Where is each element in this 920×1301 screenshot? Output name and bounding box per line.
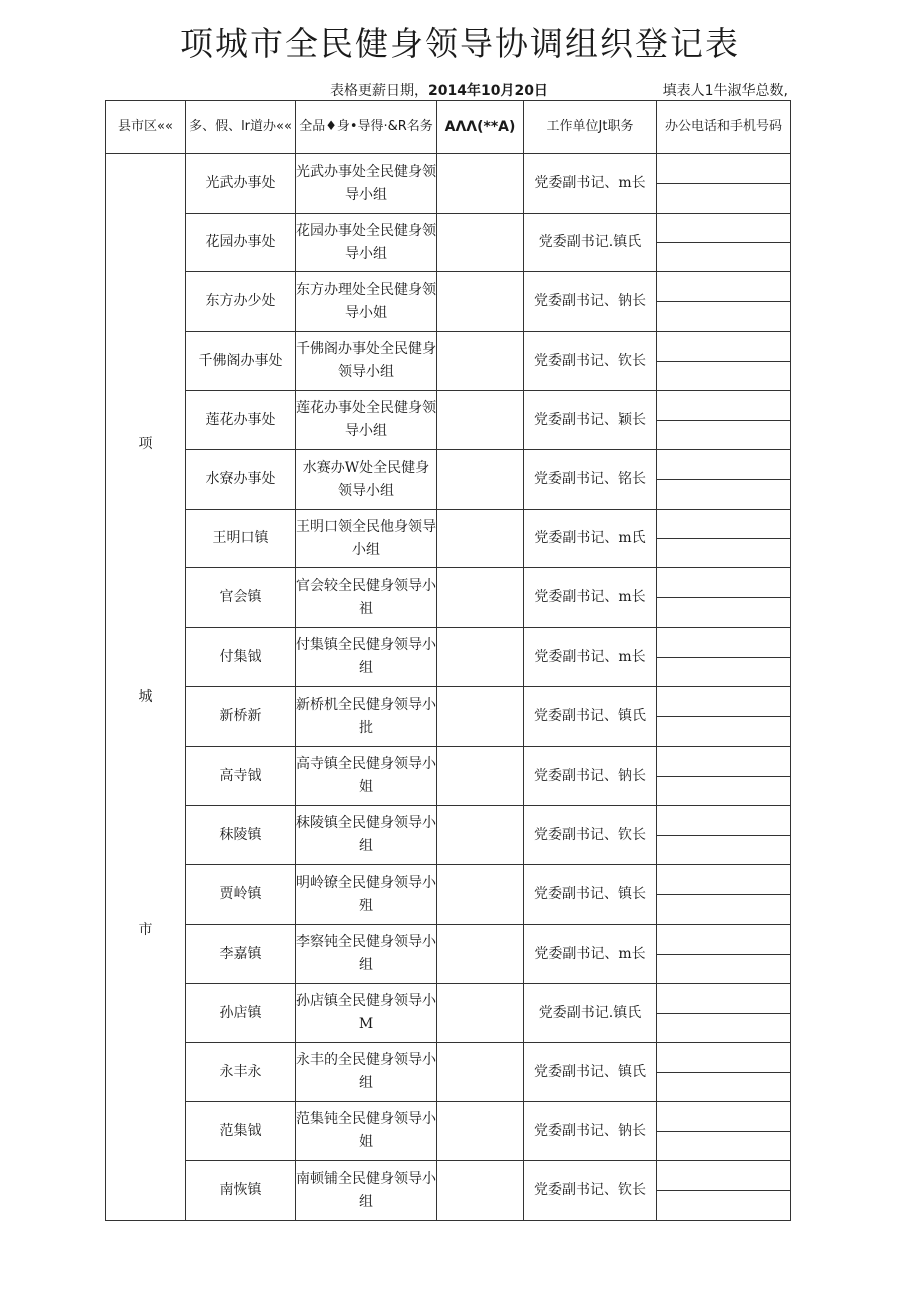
table-row (106, 1161, 791, 1221)
phone-cell (657, 865, 791, 925)
unit-position-cell: 党委副书记.镇氏 (524, 214, 657, 272)
office-phone-slot (657, 984, 790, 1014)
office-phone-slot (657, 1161, 790, 1191)
mobile-phone-slot (657, 1073, 790, 1102)
township-cell: 光武办事处 (186, 154, 296, 214)
township-cell: 永丰永 (186, 1043, 296, 1102)
office-phone-slot (657, 925, 790, 955)
mobile-phone-slot (657, 539, 790, 567)
group-name-cell: 水赛办W处全民健身领导小组 (296, 450, 437, 510)
mobile-phone-slot (657, 184, 790, 213)
table-row (106, 865, 791, 925)
group-name-cell: 范集钝全民健身领导小姐 (296, 1102, 437, 1161)
leader-cell (437, 984, 524, 1043)
leader-cell (437, 272, 524, 332)
unit-position-cell: 党委副书记、铭长 (524, 450, 657, 510)
header-township: 多、假、lr道办«« (186, 101, 296, 154)
phone-cell (657, 450, 791, 510)
group-name-cell: 王明口领全民他身领导小组 (296, 510, 437, 568)
unit-position-cell: 党委副书记、钦长 (524, 332, 657, 391)
unit-position-cell: 党委副书记、镇氏 (524, 687, 657, 747)
office-phone-slot (657, 1102, 790, 1132)
header-leader: AΛΛ(**A) (437, 101, 524, 154)
phone-cell (657, 568, 791, 628)
mobile-phone-slot (657, 598, 790, 627)
unit-position-cell: 党委副书记、钠长 (524, 747, 657, 806)
township-cell: 高寺钺 (186, 747, 296, 806)
office-phone-slot (657, 806, 790, 836)
table-row (106, 510, 791, 568)
leader-cell (437, 806, 524, 865)
office-phone-slot (657, 391, 790, 421)
date-prefix: 表格更薪日期， (330, 83, 428, 99)
table-row (106, 214, 791, 272)
leader-cell (437, 1161, 524, 1221)
group-name-cell: 官会较全民健身领导小祖 (296, 568, 437, 628)
office-phone-slot (657, 154, 790, 184)
group-name-cell: 新桥机全民健身领导小批 (296, 687, 437, 747)
mobile-phone-slot (657, 1191, 790, 1220)
mobile-phone-slot (657, 777, 790, 806)
group-name-cell: 付集镇全民健身领导小组 (296, 628, 437, 687)
township-cell: 千佛阁办事处 (186, 332, 296, 391)
township-cell: 花园办事处 (186, 214, 296, 272)
leader-cell (437, 1043, 524, 1102)
group-name-cell: 光武办事处全民健身领导小组 (296, 154, 437, 214)
header-county: 县市区«« (106, 101, 186, 154)
header-row (106, 101, 791, 154)
township-cell: 孙店镇 (186, 984, 296, 1043)
unit-position-cell: 党委副书记、m长 (524, 628, 657, 687)
office-phone-slot (657, 568, 790, 598)
township-cell: 官会镇 (186, 568, 296, 628)
header-group: 全品♦身•导得·&R名务 (296, 101, 437, 154)
unit-position-cell: 党委副书记、m长 (524, 154, 657, 214)
mobile-phone-slot (657, 658, 790, 687)
office-phone-slot (657, 865, 790, 895)
table-row (106, 1102, 791, 1161)
township-cell: 秣陵镇 (186, 806, 296, 865)
leader-cell (437, 154, 524, 214)
group-name-cell: 永丰的全民健身领导小组 (296, 1043, 437, 1102)
township-cell: 莲花办事处 (186, 391, 296, 450)
phone-cell (657, 214, 791, 272)
group-name-cell: 莲花办事处全民健身领导小组 (296, 391, 437, 450)
unit-position-cell: 党委副书记、m长 (524, 925, 657, 984)
phone-cell (657, 628, 791, 687)
table-row (106, 332, 791, 391)
mobile-phone-slot (657, 1132, 790, 1161)
phone-cell (657, 747, 791, 806)
group-name-cell: 东方办理处全民健身领导小姐 (296, 272, 437, 332)
leader-cell (437, 214, 524, 272)
table-row (106, 272, 791, 332)
phone-cell (657, 1161, 791, 1221)
table-row (106, 391, 791, 450)
leader-cell (437, 568, 524, 628)
phone-cell (657, 391, 791, 450)
phone-cell (657, 806, 791, 865)
table-row (106, 806, 791, 865)
group-name-cell: 花园办事处全民健身领导小组 (296, 214, 437, 272)
township-cell: 范集钺 (186, 1102, 296, 1161)
filler-info: 填表人1牛淑华总数, (662, 83, 788, 99)
mobile-phone-slot (657, 362, 790, 391)
table-row (106, 687, 791, 747)
county-char: 城 (138, 688, 153, 705)
township-cell: 东方办少处 (186, 272, 296, 332)
leader-cell (437, 747, 524, 806)
group-name-cell: 秣陵镇全民健身领导小组 (296, 806, 437, 865)
update-date (330, 80, 548, 100)
phone-cell (657, 1102, 791, 1161)
mobile-phone-slot (657, 717, 790, 746)
leader-cell (437, 332, 524, 391)
township-cell: 付集钺 (186, 628, 296, 687)
unit-position-cell: 党委副书记、颖长 (524, 391, 657, 450)
phone-cell (657, 272, 791, 332)
township-cell: 李嘉镇 (186, 925, 296, 984)
township-cell: 新桥新 (186, 687, 296, 747)
leader-cell (437, 925, 524, 984)
phone-cell (657, 154, 791, 214)
county-char: 项 (138, 435, 153, 452)
header-phone: 办公电话和手机号码 (657, 101, 791, 154)
township-cell: 南恢镇 (186, 1161, 296, 1221)
office-phone-slot (657, 628, 790, 658)
office-phone-slot (657, 510, 790, 539)
registration-table (105, 100, 791, 1221)
office-phone-slot (657, 1043, 790, 1073)
table-row (106, 450, 791, 510)
office-phone-slot (657, 272, 790, 302)
group-name-cell: 孙店镇全民健身领导小M (296, 984, 437, 1043)
phone-cell (657, 984, 791, 1043)
mobile-phone-slot (657, 480, 790, 509)
county-cell (106, 154, 186, 1221)
leader-cell (437, 450, 524, 510)
township-cell: 贾岭镇 (186, 865, 296, 925)
mobile-phone-slot (657, 243, 790, 271)
phone-cell (657, 510, 791, 568)
mobile-phone-slot (657, 1014, 790, 1043)
unit-position-cell: 党委副书记.镇氏 (524, 984, 657, 1043)
leader-cell (437, 510, 524, 568)
leader-cell (437, 1102, 524, 1161)
table-row (106, 1043, 791, 1102)
mobile-phone-slot (657, 421, 790, 450)
page-title: 项城市全民健身领导协调组织登记表 (180, 24, 740, 63)
leader-cell (437, 391, 524, 450)
mobile-phone-slot (657, 836, 790, 865)
office-phone-slot (657, 214, 790, 243)
group-name-cell: 南顿铺全民健身领导小组 (296, 1161, 437, 1221)
phone-cell (657, 332, 791, 391)
mobile-phone-slot (657, 895, 790, 924)
group-name-cell: 李察钝全民健身领导小组 (296, 925, 437, 984)
mobile-phone-slot (657, 302, 790, 331)
leader-cell (437, 628, 524, 687)
unit-position-cell: 党委副书记、钠长 (524, 1102, 657, 1161)
table-row (106, 925, 791, 984)
leader-cell (437, 865, 524, 925)
office-phone-slot (657, 332, 790, 362)
table-row (106, 628, 791, 687)
office-phone-slot (657, 747, 790, 777)
county-char: 市 (138, 921, 153, 938)
unit-position-cell: 党委副书记、m氏 (524, 510, 657, 568)
office-phone-slot (657, 450, 790, 480)
unit-position-cell: 党委副书记、镇长 (524, 865, 657, 925)
table-row (106, 568, 791, 628)
table-row (106, 984, 791, 1043)
township-cell: 水寮办事处 (186, 450, 296, 510)
phone-cell (657, 1043, 791, 1102)
header-unit: 工作单位Jt职务 (524, 101, 657, 154)
phone-cell (657, 925, 791, 984)
township-cell: 王明口镇 (186, 510, 296, 568)
table-row (106, 747, 791, 806)
unit-position-cell: 党委副书记、钠长 (524, 272, 657, 332)
group-name-cell: 高寺镇全民健身领导小姐 (296, 747, 437, 806)
office-phone-slot (657, 687, 790, 717)
unit-position-cell: 党委副书记、m长 (524, 568, 657, 628)
mobile-phone-slot (657, 955, 790, 984)
phone-cell (657, 687, 791, 747)
date-value: 2014年10月20日 (428, 83, 548, 99)
group-name-cell: 千佛阁办事处全民健身领导小组 (296, 332, 437, 391)
leader-cell (437, 687, 524, 747)
unit-position-cell: 党委副书记、镇氏 (524, 1043, 657, 1102)
table-row (106, 154, 791, 214)
group-name-cell: 明岭镣全民健身领导小殂 (296, 865, 437, 925)
unit-position-cell: 党委副书记、钦长 (524, 806, 657, 865)
unit-position-cell: 党委副书记、钦长 (524, 1161, 657, 1221)
